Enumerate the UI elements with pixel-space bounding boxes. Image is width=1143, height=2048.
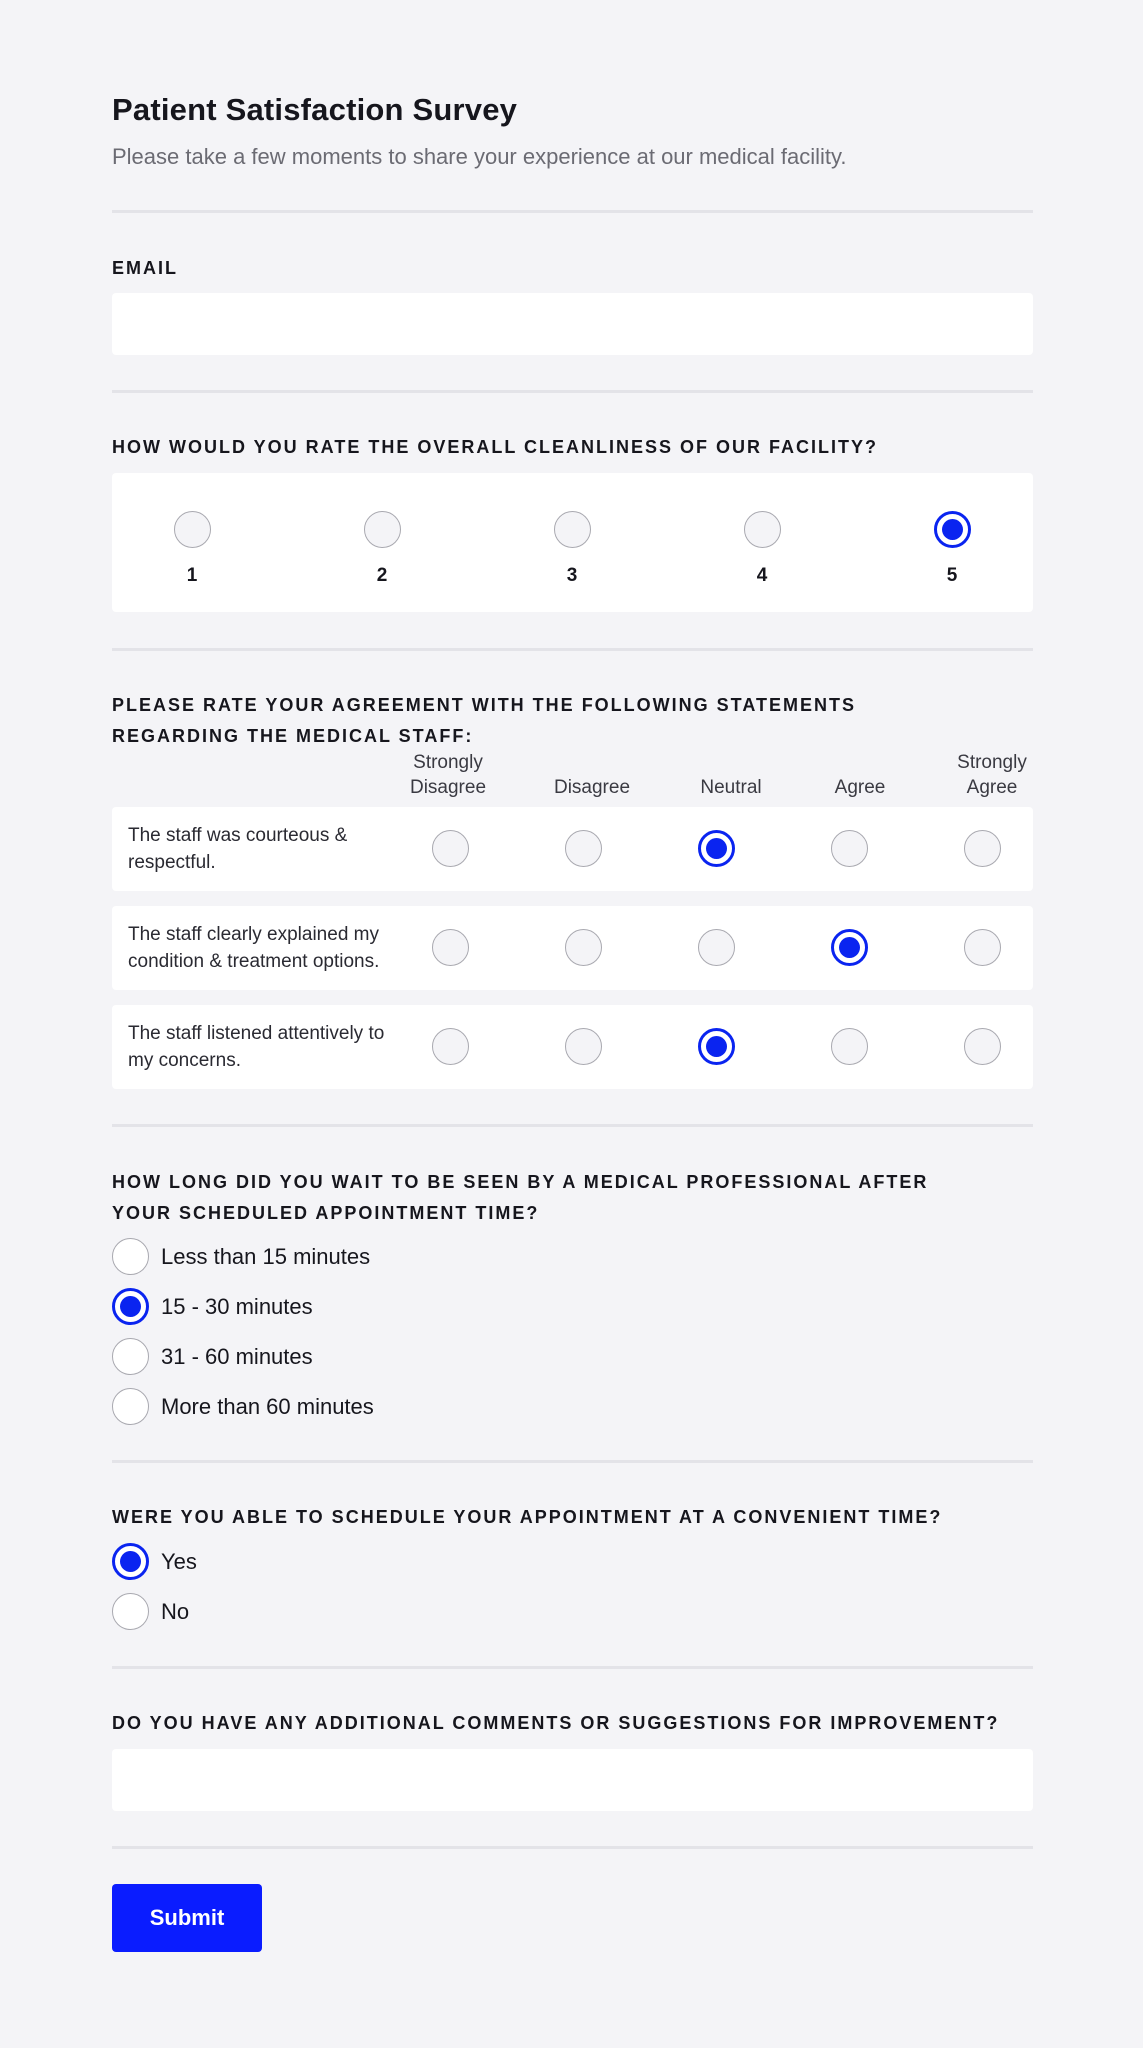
divider — [112, 1124, 1033, 1127]
listened-strongly-disagree-radio[interactable] — [432, 1028, 469, 1065]
cleanliness-option-label: 4 — [756, 565, 768, 586]
explained-strongly-agree-radio[interactable] — [964, 929, 1001, 966]
wait-less-15-radio[interactable] — [112, 1238, 149, 1275]
comments-input[interactable] — [112, 1749, 1033, 1811]
statement-text: The staff listened attentively to my concerns. — [128, 1023, 385, 1071]
page-title: Patient Satisfaction Survey — [112, 92, 518, 127]
staff-question: PLEASE RATE YOUR AGREEMENT WITH THE FOLLOWING STATEMENTS REGARDING THE MEDICAL STAFF: — [112, 695, 856, 746]
cleanliness-option-label: 1 — [186, 565, 198, 586]
convenient-question: WERE YOU ABLE TO SCHEDULE YOUR APPOINTMENT AT A CONVENIENT TIME? — [112, 1507, 943, 1527]
courteous-neutral-radio[interactable] — [698, 830, 735, 867]
cleanliness-option-label: 3 — [566, 565, 578, 586]
cleanliness-question: HOW WOULD YOU RATE THE OVERALL CLEANLINESS OF OUR FACILITY? — [112, 437, 878, 457]
divider — [112, 648, 1033, 651]
listened-disagree-radio[interactable] — [565, 1028, 602, 1065]
convenient-no-radio[interactable] — [112, 1593, 149, 1630]
wait-more-60-radio[interactable] — [112, 1388, 149, 1425]
convenient-yes-radio[interactable] — [112, 1543, 149, 1580]
submit-button[interactable]: Submit — [112, 1884, 262, 1952]
cleanliness-radio-4[interactable] — [744, 511, 781, 548]
staff-row-listened — [112, 1005, 1033, 1089]
wait-option-label[interactable]: 15 - 30 minutes — [161, 1294, 313, 1319]
courteous-agree-radio[interactable] — [831, 830, 868, 867]
cleanliness-radio-5[interactable] — [934, 511, 971, 548]
column-header-agree: Agree — [834, 777, 886, 798]
cleanliness-radio-1[interactable] — [174, 511, 211, 548]
cleanliness-radio-2[interactable] — [364, 511, 401, 548]
convenient-option-label[interactable]: No — [161, 1599, 190, 1624]
courteous-strongly-disagree-radio[interactable] — [432, 830, 469, 867]
email-input[interactable] — [112, 293, 1033, 355]
courteous-disagree-radio[interactable] — [565, 830, 602, 867]
listened-strongly-agree-radio[interactable] — [964, 1028, 1001, 1065]
divider — [112, 1846, 1033, 1849]
wait-option-label[interactable]: 31 - 60 minutes — [161, 1344, 313, 1369]
cleanliness-option-label: 5 — [946, 565, 958, 586]
cleanliness-option-label: 2 — [376, 565, 388, 586]
cleanliness-scale — [112, 473, 1033, 612]
explained-agree-radio[interactable] — [831, 929, 868, 966]
explained-strongly-disagree-radio[interactable] — [432, 929, 469, 966]
listened-agree-radio[interactable] — [831, 1028, 868, 1065]
cleanliness-radio-3[interactable] — [554, 511, 591, 548]
statement-text: The staff clearly explained my condition & treatment options. — [128, 924, 380, 972]
staff-row-explained — [112, 906, 1033, 990]
wait-option-label[interactable]: More than 60 minutes — [161, 1394, 374, 1419]
divider — [112, 210, 1033, 213]
column-header-strongly-disagree: Strongly Disagree — [409, 752, 487, 798]
explained-disagree-radio[interactable] — [565, 929, 602, 966]
column-header-strongly-agree: Strongly Agree — [957, 752, 1027, 798]
divider — [112, 1460, 1033, 1463]
wait-15-30-radio[interactable] — [112, 1288, 149, 1325]
column-header-disagree: Disagree — [553, 777, 631, 798]
wait-time-question: HOW LONG DID YOU WAIT TO BE SEEN BY A MEDICAL PROFESSIONAL AFTER YOUR SCHEDULED APPOINTMENT TIME? — [112, 1172, 929, 1223]
courteous-strongly-agree-radio[interactable] — [964, 830, 1001, 867]
page-subtitle: Please take a few moments to share your experience at our medical facility. — [112, 144, 847, 169]
staff-row-courteous — [112, 807, 1033, 891]
wait-31-60-radio[interactable] — [112, 1338, 149, 1375]
statement-text: The staff was courteous & respectful. — [128, 825, 348, 873]
explained-neutral-radio[interactable] — [698, 929, 735, 966]
column-header-neutral: Neutral — [700, 777, 762, 798]
email-label: EMAIL — [112, 258, 178, 278]
comments-question: DO YOU HAVE ANY ADDITIONAL COMMENTS OR SUGGESTIONS FOR IMPROVEMENT? — [112, 1713, 1000, 1733]
divider — [112, 1666, 1033, 1669]
convenient-option-label[interactable]: Yes — [161, 1549, 197, 1574]
wait-option-label[interactable]: Less than 15 minutes — [161, 1244, 371, 1269]
listened-neutral-radio[interactable] — [698, 1028, 735, 1065]
divider — [112, 390, 1033, 393]
